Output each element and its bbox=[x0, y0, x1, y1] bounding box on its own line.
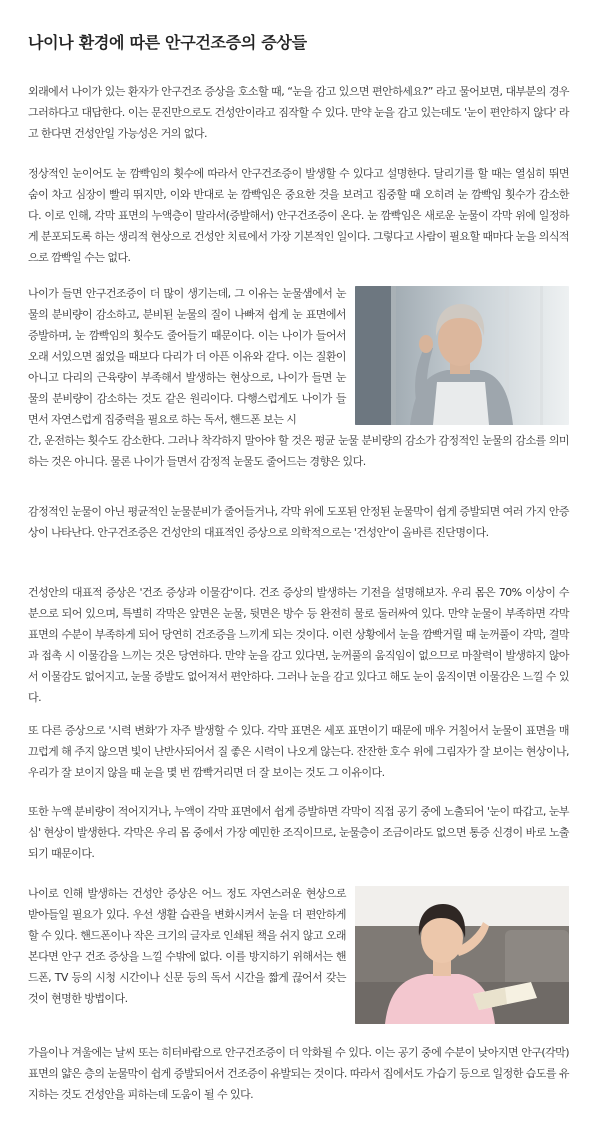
paragraph-8: 나이로 인해 발생하는 건성안 증상은 어느 정도 자연스러운 현상으로 받아들일 필요가 있다. 우선 생활 습관을 변화시켜서 눈을 더 편안하게 할 수 있다. 핸드폰이나 작은 크기의 글자로 인쇄된 책을 쉬지 않고 오래 본다면 안구 건조 증상을 느낄 수밖에 없다. 이를 방지하기 위해서는 핸드폰, TV 등의 시청 시간이나 신문 등의 독서 시간을 짧게 끊어서 갖는 것이 현명한 방법이다. bbox=[28, 887, 346, 1005]
paragraph-7: 또한 누액 분비량이 적어지거나, 누액이 각막 표면에서 쉽게 증발하면 각막이 직접 공기 중에 노출되어 '눈이 따갑고, 눈부심' 현상이 발생한다. 각막은 우리 몸 중에서 가장 예민한 조직이므로, 눈물층이 조금이라도 없으면 통증 신경이 바로 노출되기 때문이다. bbox=[28, 805, 569, 860]
paragraph-9: 가을이나 겨울에는 날씨 또는 히터바람으로 안구건조증이 더 악화될 수 있다. 이는 공기 중에 수분이 낮아지면 안구(각막)표면의 얇은 층의 눈물막이 쉽게 증발되어서 건조증이 유발되는 것이다. 따라서 집에서도 가습기 등으로 일정한 습도를 유지하는 것도 건성안을 피하는데 도움이 될 수 있다. bbox=[28, 1046, 569, 1101]
elderly-woman-window-photo bbox=[355, 286, 569, 425]
article-title: 나이나 환경에 따른 안구건조증의 증상들 bbox=[28, 33, 307, 52]
paragraph-1: 외래에서 나이가 있는 환자가 안구건조 증상을 호소할 때, “눈을 감고 있으면 편안하세요?” 라고 물어보면, 대부분의 경우 그러하다고 대답한다. 이는 문진만으로도 건성안이라고 짐작할 수 있다. 만약 눈을 감고 있는데도 '눈이 편안하지 않다' 라고 한다면 건성안일 가능성은 거의 없다. bbox=[28, 85, 569, 140]
paragraph-4: 감정적인 눈물이 아닌 평균적인 눈물분비가 줄어들거나, 각막 위에 도포된 안정된 눈물막이 쉽게 증발되면 여러 가지 안증상이 나타난다. 안구건조증은 건성안의 대표적인 증상으로 의학적으로는 '건성안'이 올바른 진단명이다. bbox=[28, 505, 569, 539]
paragraph-6: 또 다른 증상으로 '시력 변화'가 자주 발생할 수 있다. 각막 표면은 세포 표면이기 때문에 매우 거칠어서 눈물이 표면을 매끄럽게 해 주지 않으면 빛이 난반사되어서 질 좋은 시력이 나오게 않는다. 잔잔한 호수 위에 그림자가 잘 보이는 현상이나, 우리가 잘 보이지 않을 때 눈을 몇 번 깜빡거리면 더 잘 보이는 것도 그 이유이다. bbox=[28, 724, 569, 779]
woman-reading-sofa-photo bbox=[355, 886, 569, 1024]
paragraph-5: 건성안의 대표적 증상은 '건조 증상과 이물감'이다. 건조 증상의 발생하는 기전을 설명해보자. 우리 몸은 70% 이상이 수분으로 되어 있으며, 특별히 각막은 앞면은 눈물, 뒷면은 방수 등 완전히 물로 둘러싸여 있다. 만약 눈물이 부족하면 각막 표면의 수분이 부족하게 되어 당연히 건조증을 느끼게 되는 것이다. 이런 상황에서 눈을 깜빡거릴 때 눈꺼풀이 각막, 결막과 접촉 시 이물감을 느끼는 것은 당연하다. 만약 눈을 감고 있다면, 눈꺼풀의 움직임이 없으므로 마찰력이 발생하지 않아서 이물감도 없어지고, 눈물 증발도 없어져서 편안하다. 그러나 눈을 감고 있다고 해도 눈이 움직이면 이물감은 느낄 수 있다. bbox=[28, 586, 569, 704]
paragraph-3: 나이가 들면 안구건조증이 더 많이 생기는데, 그 이유는 눈물샘에서 눈물의 분비량이 감소하고, 분비된 눈물의 질이 나빠져 쉽게 눈 표면에서 증발하며, 눈 깜빡임의 횟수도 줄어들기 때문이다. 이는 나이가 들어서 오래 서있으면 젊었을 때보다 다리가 더 아픈 이유와 같다. 이는 질환이 아니고 다리의 근육량이 부족해서 발생하는 현상으로, 나이가 들면 눈물의 분비량이 감소하는 것도 같은 원리이다. 다행스럽게도 나이가 들면서 자연스럽게 집중력을 필요로 하는 독서, 핸드폰 보는 시 bbox=[28, 287, 346, 426]
paragraph-3-continued: 간, 운전하는 횟수도 감소한다. 그러나 착각하지 말아야 할 것은 평균 눈물 분비량의 감소가 감정적인 눈물의 감소를 의미하는 것은 아니다. 물론 나이가 들면서 감정적 눈물도 줄어드는 경향은 있다. bbox=[28, 434, 569, 468]
paragraph-2: 정상적인 눈이어도 눈 깜빡임의 횟수에 따라서 안구건조증이 발생할 수 있다고 설명한다. 달리기를 할 때는 열심히 뛰면 숨이 차고 심장이 빨리 뛰지만, 이와 반대로 눈 깜빡임은 중요한 것을 보려고 집중할 때 오히려 눈 깜빡임 횟수가 감소한다. 이로 인해, 각막 표면의 누액층이 말라서(증발해서) 안구건조증이 온다. 눈 깜빡임은 새로운 눈물이 각막 위에 일정하게 분포되도록 하는 생리적 현상으로 건성안 치료에서 가장 기본적인 일이다. 그렇다고 사람이 필요할 때마다 눈을 의식적으로 깜빡일 수는 없다. bbox=[28, 167, 569, 264]
